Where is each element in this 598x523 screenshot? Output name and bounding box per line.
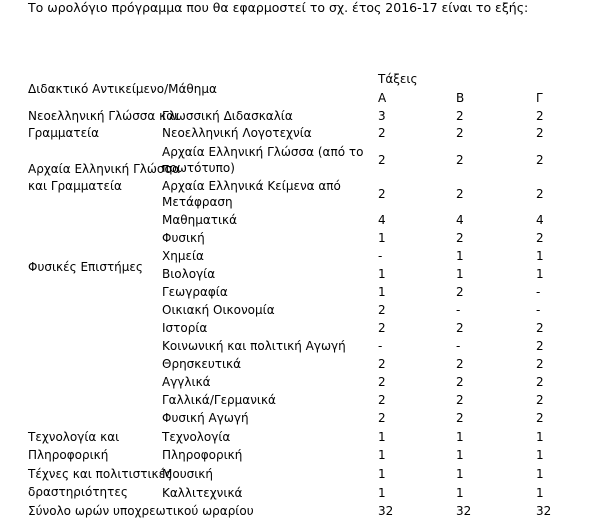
subject-name: Καλλιτεχνικά [162, 486, 243, 500]
hours-a: 1 [378, 231, 386, 245]
subject-name: Γαλλικά/Γερμανικά [162, 393, 276, 407]
total-label: Σύνολο ωρών υποχρεωτικού ωραρίου [28, 504, 254, 518]
hours-c: 1 [536, 249, 544, 263]
subject-name: Πληροφορική [162, 448, 243, 462]
hours-a: 2 [378, 187, 386, 201]
hours-a: 1 [378, 486, 386, 500]
hours-a: 1 [378, 285, 386, 299]
group-label: και Γραμματεία [28, 179, 122, 193]
subject-name: Μουσική [162, 467, 213, 481]
hours-c: 2 [536, 126, 544, 140]
class-c-header: Γ [536, 91, 543, 105]
hours-b: 2 [456, 109, 464, 123]
subject-name: Αρχαία Ελληνική Γλώσσα (από το [162, 145, 364, 159]
hours-b: 2 [456, 153, 464, 167]
hours-c: 2 [536, 411, 544, 425]
hours-b: 1 [456, 267, 464, 281]
group-label: δραστηριότητες [28, 485, 128, 499]
hours-b: 2 [456, 285, 464, 299]
group-label: Φυσικές Επιστήμες [28, 260, 143, 274]
hours-c: 2 [536, 187, 544, 201]
hours-c: - [536, 285, 541, 299]
group-label: Αρχαία Ελληνική Γλώσσα [28, 162, 181, 176]
hours-b: 2 [456, 357, 464, 371]
subject-name: Γεωγραφία [162, 285, 228, 299]
subject-header: Διδακτικό Αντικείμενο/Μάθημα [28, 82, 217, 96]
hours-a: 2 [378, 153, 386, 167]
hours-a: 2 [378, 375, 386, 389]
subject-name: Αρχαία Ελληνικά Κείμενα από [162, 179, 341, 193]
subject-name: Γλωσσική Διδασκαλία [162, 109, 293, 123]
hours-c: 2 [536, 375, 544, 389]
subject-name: Οικιακή Οικονομία [162, 303, 275, 317]
hours-a: 2 [378, 126, 386, 140]
subject-name: Αγγλικά [162, 375, 211, 389]
hours-b: 1 [456, 486, 464, 500]
hours-b: 2 [456, 321, 464, 335]
intro-text: Το ωρολόγιο πρόγραμμα που θα εφαρμοστεί το σχ. έτος 2016-17 είναι το εξής: [28, 0, 529, 15]
hours-c: 2 [536, 357, 544, 371]
hours-b: 1 [456, 430, 464, 444]
group-label: Τέχνες και πολιτιστικές [28, 467, 173, 481]
total-a: 32 [378, 504, 394, 518]
hours-c: - [536, 303, 541, 317]
hours-a: 1 [378, 467, 386, 481]
hours-a: 2 [378, 303, 386, 317]
hours-b: 2 [456, 411, 464, 425]
hours-b: 2 [456, 126, 464, 140]
hours-a: 2 [378, 393, 386, 407]
hours-c: 1 [536, 486, 544, 500]
hours-a: - [378, 339, 383, 353]
hours-c: 2 [536, 109, 544, 123]
hours-b: 1 [456, 467, 464, 481]
subject-name: Βιολογία [162, 267, 216, 281]
subject-name: Ιστορία [162, 321, 208, 335]
subject-name-cont: πρωτότυπο) [162, 161, 235, 175]
hours-a: 2 [378, 411, 386, 425]
hours-b: 2 [456, 375, 464, 389]
total-b: 32 [456, 504, 472, 518]
total-c: 32 [536, 504, 552, 518]
hours-b: 4 [456, 213, 464, 227]
subject-name: Χημεία [162, 249, 204, 263]
hours-b: 2 [456, 187, 464, 201]
hours-c: 2 [536, 321, 544, 335]
hours-c: 1 [536, 430, 544, 444]
hours-c: 2 [536, 339, 544, 353]
subject-name: Μαθηματικά [162, 213, 238, 227]
hours-c: 2 [536, 393, 544, 407]
group-label: Τεχνολογία και [28, 430, 120, 444]
hours-a: 1 [378, 448, 386, 462]
hours-c: 2 [536, 231, 544, 245]
hours-c: 2 [536, 153, 544, 167]
class-a-header: Α [378, 91, 387, 105]
subject-name-cont: Μετάφραση [162, 195, 233, 209]
subject-name: Τεχνολογία [162, 430, 231, 444]
subject-name: Νεοελληνική Λογοτεχνία [162, 126, 312, 140]
hours-c: 1 [536, 267, 544, 281]
subject-name: Φυσική Αγωγή [162, 411, 249, 425]
hours-a: 2 [378, 357, 386, 371]
hours-b: - [456, 339, 461, 353]
subject-name: Φυσική [162, 231, 205, 245]
group-label: Νεοελληνική Γλώσσα και [28, 109, 179, 123]
subject-name: Κοινωνική και πολιτική Αγωγή [162, 339, 346, 353]
hours-a: 3 [378, 109, 386, 123]
hours-b: 1 [456, 249, 464, 263]
hours-c: 1 [536, 467, 544, 481]
hours-b: 2 [456, 393, 464, 407]
hours-a: - [378, 249, 383, 263]
hours-a: 4 [378, 213, 386, 227]
classes-header: Τάξεις [378, 72, 418, 86]
hours-a: 1 [378, 267, 386, 281]
class-b-header: Β [456, 91, 465, 105]
hours-b: - [456, 303, 461, 317]
hours-c: 1 [536, 448, 544, 462]
hours-a: 2 [378, 321, 386, 335]
hours-c: 4 [536, 213, 544, 227]
hours-b: 2 [456, 231, 464, 245]
group-label: Γραμματεία [28, 126, 100, 140]
group-label: Πληροφορική [28, 448, 109, 462]
hours-b: 1 [456, 448, 464, 462]
hours-a: 1 [378, 430, 386, 444]
subject-name: Θρησκευτικά [162, 357, 242, 371]
